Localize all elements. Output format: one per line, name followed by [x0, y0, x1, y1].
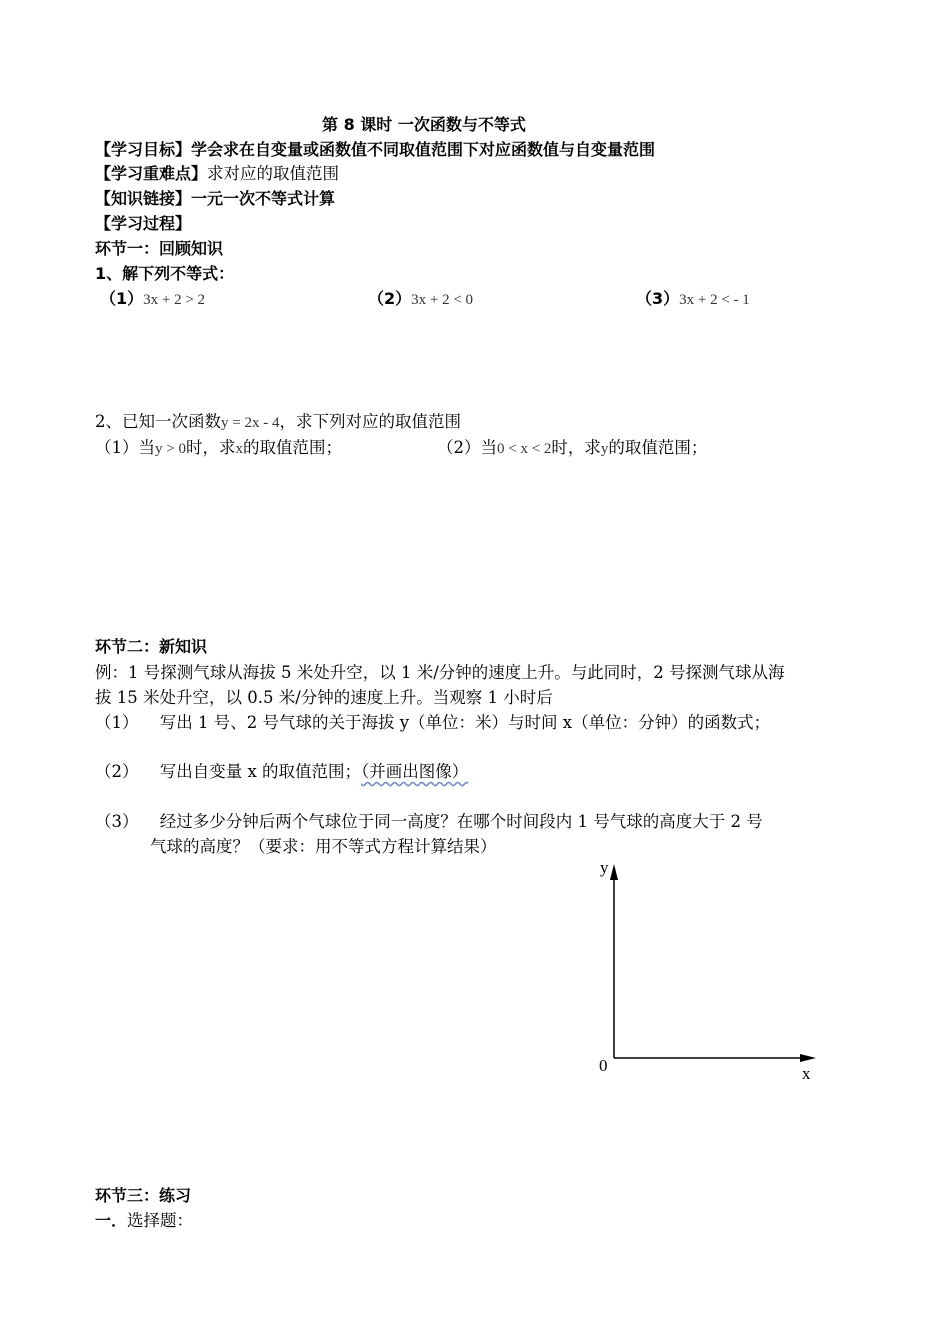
q2-part-b: [437, 436, 707, 461]
s2-q2-num: （2）: [95, 762, 139, 781]
page-title: 第 8 课时 一次函数与不等式: [322, 115, 526, 134]
q2-a-middle: 时，求: [185, 438, 236, 457]
section3-subheading: [95, 1209, 193, 1233]
key-difficulty-text: 求对应的取值范围: [207, 164, 340, 183]
key-difficulty: [95, 162, 339, 186]
inequality-expr-3: 3x + 2 < - 1: [679, 292, 750, 308]
inequality-num-3: （3）: [636, 289, 680, 308]
knowledge-link-text: 一元一次不等式计算: [191, 189, 336, 208]
s2-q3-line-1: 经过多少分钟后两个气球位于同一高度？在哪个时间段内 1 号气球的高度大于 2 号: [159, 812, 763, 831]
x-axis-label: x: [802, 1064, 811, 1083]
section3-sub-text: 选择题：: [127, 1211, 194, 1230]
s2-question-3: [95, 810, 763, 834]
y-axis-label: y: [600, 858, 609, 877]
inequality-item-3: [636, 287, 750, 312]
s2-q3-line-2: 气球的高度？（要求：用不等式方程计算结果）: [150, 837, 497, 856]
knowledge-link: [95, 187, 335, 211]
example-line-2: 拔 15 米处升空，以 0.5 米/分钟的速度上升。当观察 1 小时后: [95, 688, 553, 707]
s2-question-1: [95, 711, 770, 735]
s2-q2-text: 写出自变量 x 的取值范围；: [159, 762, 362, 781]
example-line-1: 例：1 号探测气球从海拔 5 米处升空，以 1 米/分钟的速度上升。与此同时，2 号探测气球从海: [95, 663, 785, 682]
inequality-item-2: [368, 287, 473, 312]
inequality-num-1: （1）: [100, 289, 144, 308]
inequality-num-2: （2）: [368, 289, 412, 308]
q2-suffix: ，求下列对应的取值范围: [279, 412, 461, 431]
s2-q1-text: 写出 1 号、2 号气球的关于海拔 y（单位：米）与时间 x（单位：分钟）的函数式；: [159, 713, 771, 732]
learning-goal-label: 【学习目标】: [95, 140, 192, 159]
q2-a-variable: x: [235, 441, 243, 457]
y-axis-arrow-icon: [610, 864, 618, 880]
learning-goal: [95, 138, 655, 162]
learning-process-label: 【学习过程】: [95, 214, 192, 233]
inequality-expr-1: 3x + 2 > 2: [143, 292, 206, 308]
key-difficulty-label: 【学习重难点】: [95, 164, 208, 183]
q2-function: y = 2x - 4: [221, 415, 280, 431]
x-axis-arrow-icon: [800, 1054, 816, 1062]
learning-goal-text: 学会求在自变量或函数值不同取值范围下对应函数值与自变量范围: [191, 140, 656, 159]
q2-a-condition: y > 0: [155, 441, 186, 457]
section1-question1: 1、解下列不等式：: [95, 264, 235, 283]
s2-q2-note: （并画出图像）: [361, 762, 469, 781]
section1-question2: [95, 410, 461, 435]
s2-question-2: [95, 760, 468, 784]
q2-b-middle: 时，求: [551, 438, 601, 457]
inequality-expr-2: 3x + 2 < 0: [411, 292, 474, 308]
inequality-item-1: [100, 287, 205, 312]
q2-b-suffix: 的取值范围；: [608, 438, 708, 457]
q2-b-condition: 0 < x < 2: [497, 441, 552, 457]
s2-q1-num: （1）: [95, 713, 139, 732]
origin-label: 0: [599, 1056, 608, 1075]
q2-b-prefix: （2）当: [437, 438, 497, 457]
section3-sub-num: 一．: [95, 1211, 128, 1230]
section2-heading: 环节二：新知识: [95, 637, 208, 656]
section3-heading: 环节三：练习: [95, 1186, 192, 1205]
q2-a-prefix: （1）当: [95, 438, 155, 457]
q2-b-variable: y: [600, 441, 609, 457]
knowledge-link-label: 【知识链接】: [95, 189, 192, 208]
section1-heading: 环节一：回顾知识: [95, 239, 224, 258]
q2-prefix: 2、已知一次函数: [95, 412, 221, 431]
q2-part-a: [95, 436, 342, 461]
q2-a-suffix: 的取值范围；: [242, 438, 342, 457]
s2-q3-num: （3）: [95, 812, 139, 831]
